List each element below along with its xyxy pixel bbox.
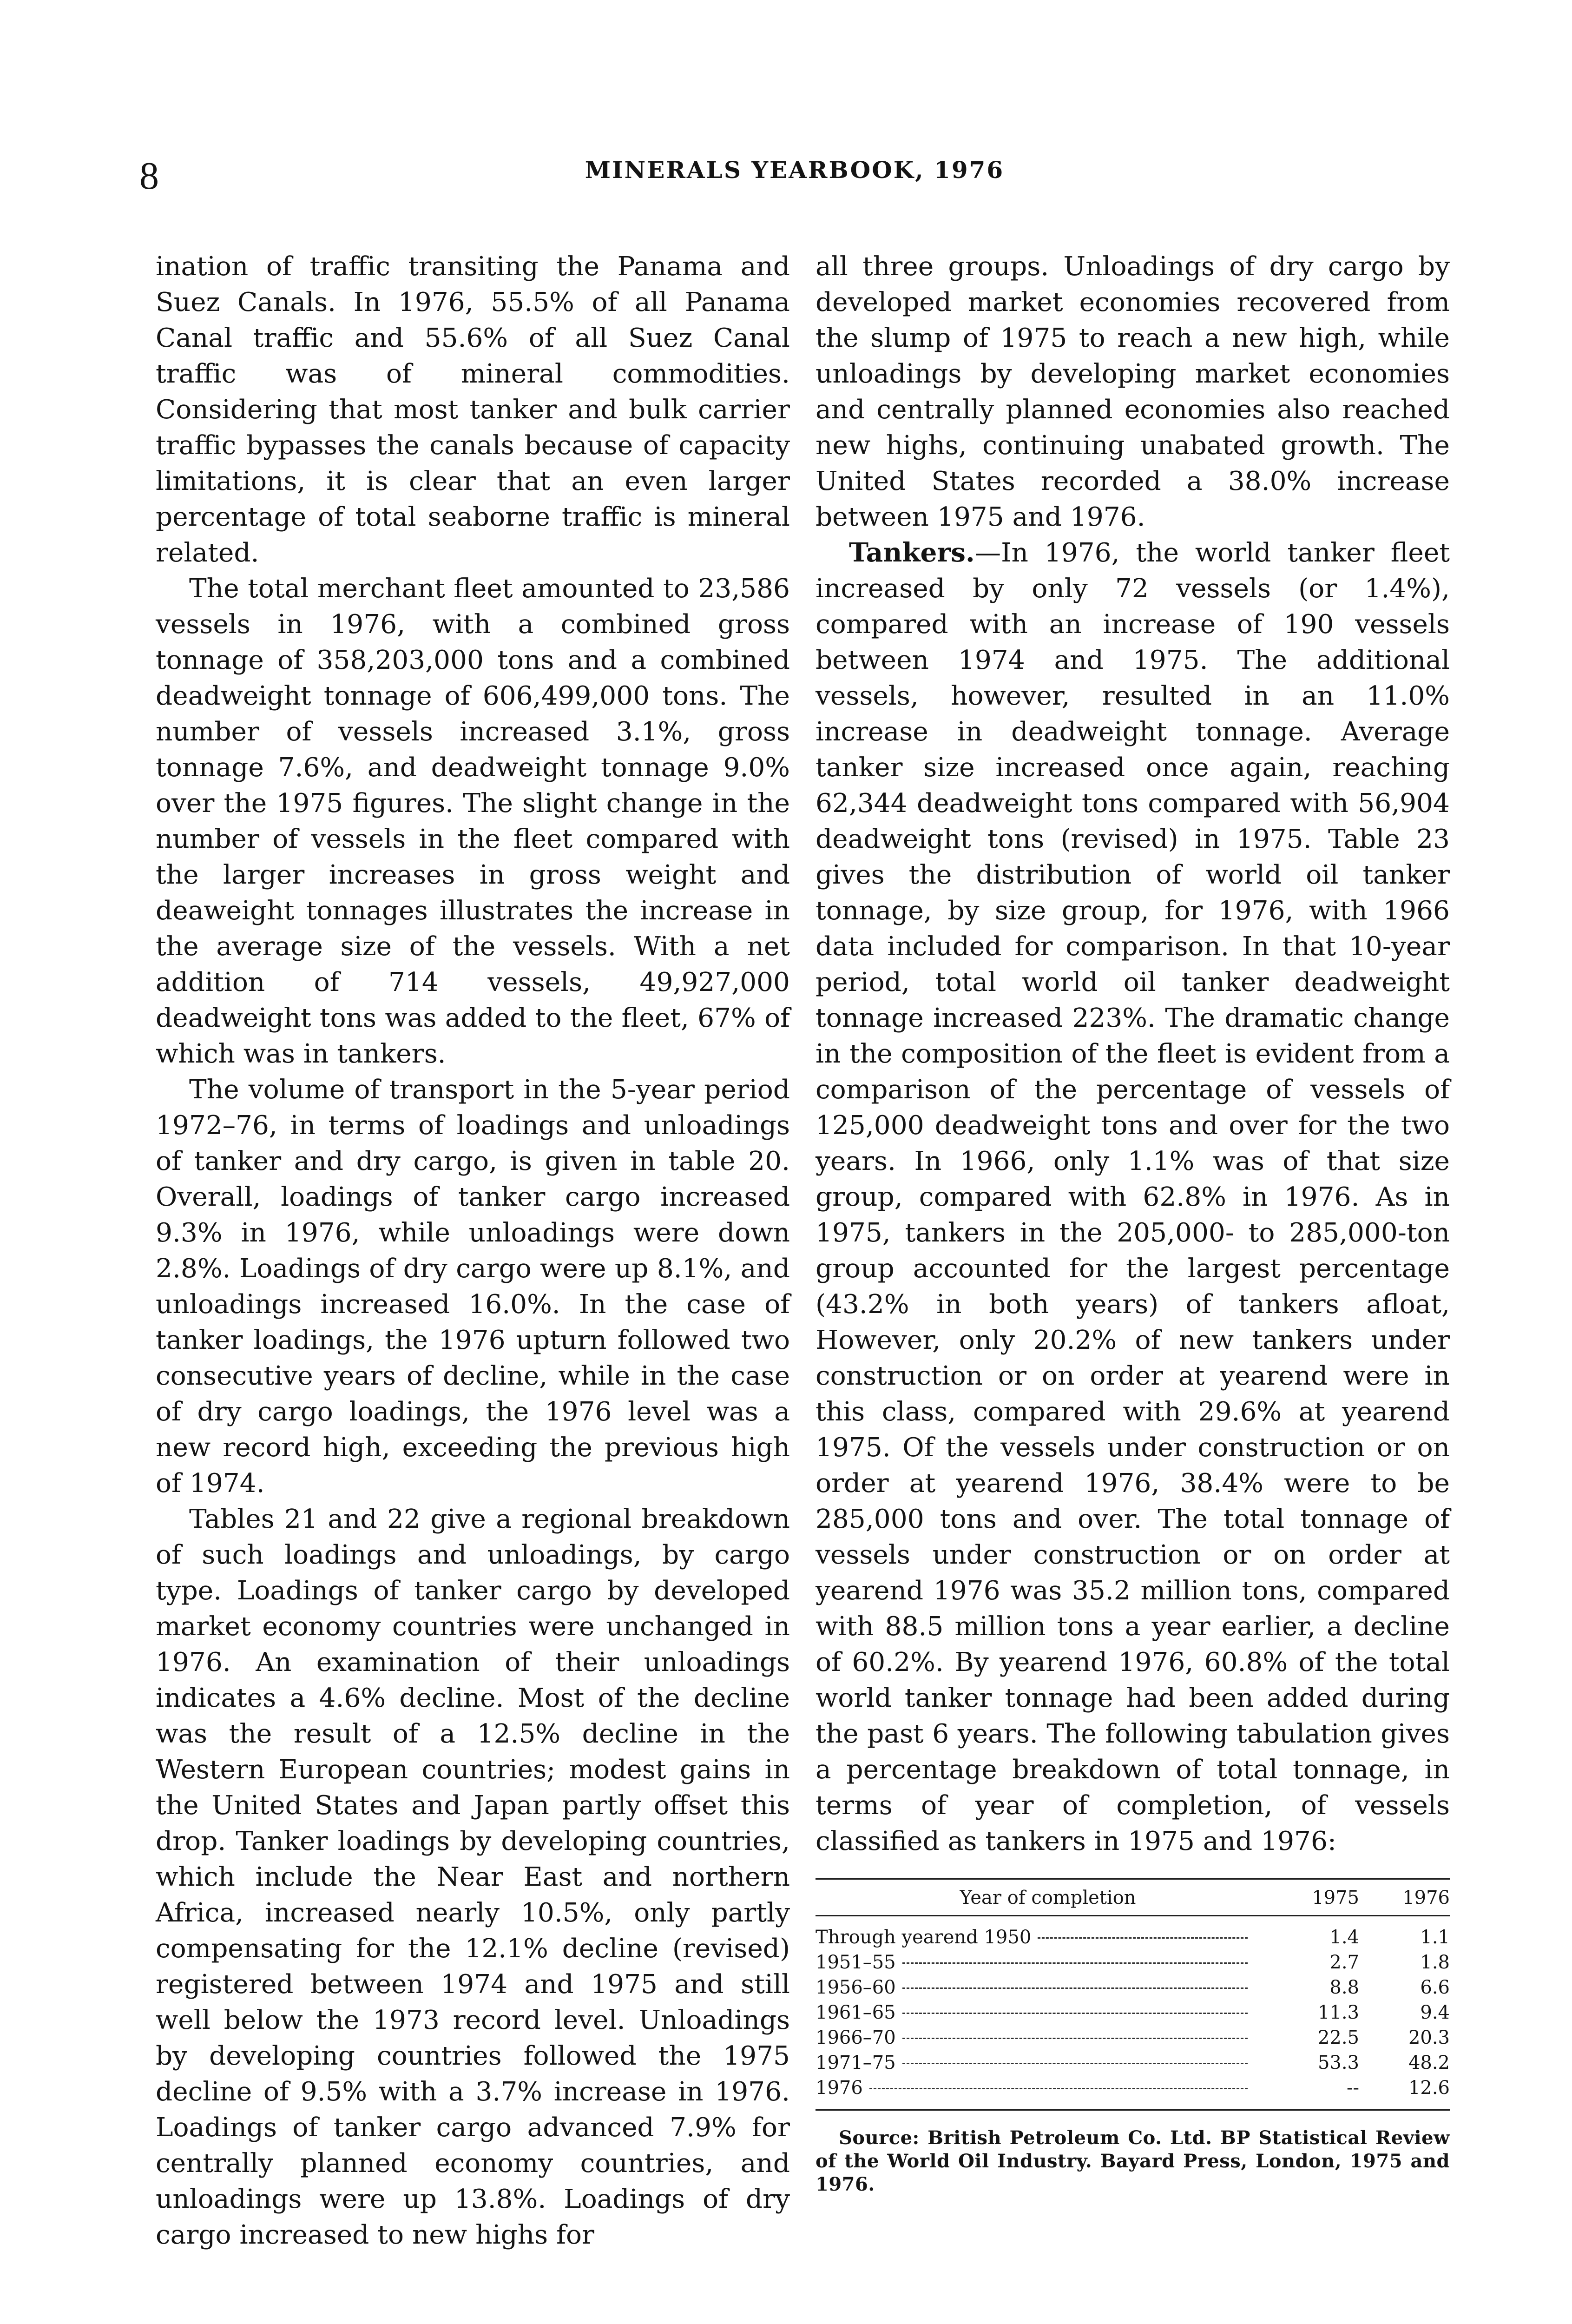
paragraph-dry-cargo-continued: all three groups. Unloadings of dry cargo by developed market economies recovered from the slump of 1975 to reach a new high, while unloadings by developing market economies and centrally planned economies also reached new highs, continuing unabated growth. The United States recorded a 38.0% increase between 1975 and 1976. [816,251,1450,532]
dot-leader [902,2013,1248,2014]
header-year-of-completion: Year of completion [960,1887,1136,1908]
value-1975: 22.5 [1317,2027,1359,2048]
value-1975: -- [1346,2077,1359,2099]
tankers-heading: Tankers. [849,537,975,568]
table-row [816,1916,1450,1950]
value-1976: 48.2 [1408,2052,1450,2073]
year-of-completion-label: 1966–70 [816,2027,896,2048]
value-1976: 9.4 [1420,2002,1450,2023]
table-row [816,2050,1450,2075]
right-column [816,249,1450,2196]
running-title: MINERALS YEARBOOK, 1976 [585,156,1005,184]
year-of-completion-label: 1956–60 [816,1977,896,1998]
value-1975: 11.3 [1317,2002,1359,2023]
paragraph-regional-breakdown: Tables 21 and 22 give a regional breakdown of such loadings and unloadings, by cargo type. Loadings of tanker cargo by developed market economy countries were unchanged in 1976. An examination of their unloadings indicates a 4.6% decline. Most of the decline was the result of a 12.5% decline in the Western European countries; modest gains in the United States and Japan partly offset this drop. Tanker loadings by developing countries, which include the Near East and northern Africa, increased nearly 10.5%, only partly compensating for the 12.1% decline (revised) registered between 1974 and 1975 and still well below the 1973 record level. Unloadings by developing countries followed the 1975 decline of 9.5% with a 3.7% increase in 1976. Loadings of tanker cargo advanced 7.9% for centrally planned economy countries, and unloadings were up 13.8%. Loadings of dry cargo increased to new highs for [156,1504,790,2250]
row-label-cell [816,1916,1280,1950]
paragraph-transport-volume: The volume of transport in the 5-year period 1972–76, in terms of loadings and unloadings of tanker and dry cargo, is given in table 20. Overall, loadings of tanker cargo increased 9.3% in 1976, while unloadings were down 2.8%. Loadings of dry cargo were up 8.1%, and unloadings increased 16.0%. In the case of tanker loadings, the 1976 upturn followed two consecutive years of decline, while in the case of dry cargo loadings, the 1976 level was a new record high, exceeding the previous high of 1974. [156,1075,790,1499]
row-label-cell [816,1975,1280,2000]
table-header-row [816,1879,1450,1916]
row-label-cell [816,2025,1280,2050]
value-1976: 1.8 [1420,1952,1450,1973]
value-1976: 20.3 [1408,2027,1450,2048]
row-label-cell [816,2075,1280,2110]
paragraph-merchant-fleet: The total merchant fleet amounted to 23,586 vessels in 1976, with a combined gross tonnage of 358,203,000 tons and a combined deadweight tonnage of 606,499,000 tons. The number of vessels increased 3.1%, gross tonnage 7.6%, and deadweight tonnage 9.0% over the 1975 figures. The slight change in the number of vessels in the fleet compared with the larger increases in gross weight and deaweight tonnages illustrates the increase in the average size of the vessels. With a net addition of 714 vessels, 49,927,000 deadweight tons was added to the fleet, 67% of which was in tankers. [156,574,790,1069]
table-body [816,1916,1450,2110]
year-of-completion-table [816,1878,1450,2111]
page-number: 8 [139,154,159,198]
dot-leader [869,2088,1248,2089]
year-of-completion-label: 1976 [816,2077,863,2099]
completion-table-block [816,1878,1450,2196]
paragraph-tankers [816,535,1450,1859]
value-1976: 1.1 [1420,1927,1450,1948]
table-source-note: Source: British Petroleum Co. Ltd. BP Statistical Review of the World Oil Industry. Bayard Press, London, 1975 and 1976. [816,2127,1450,2195]
year-of-completion-label: 1951–55 [816,1952,896,1973]
dot-leader [902,2063,1248,2064]
year-of-completion-label: 1971–75 [816,2052,896,2073]
value-1976: 6.6 [1420,1977,1450,1998]
value-1975: 8.8 [1329,1977,1359,1998]
table-row [816,2000,1450,2025]
dot-leader [902,1987,1248,1989]
year-of-completion-label: 1961–65 [816,2002,896,2023]
table-row [816,1950,1450,1975]
tankers-body: —In 1976, the world tanker fleet increased by only 72 vessels (or 1.4%), compared with an increase of 190 vessels between 1974 and 1975. The additional vessels, however, resulted in an 11.0% increase in deadweight tonnage. Average tanker size increased once again, reaching 62,344 deadweight tons compared with 56,904 deadweight tons (revised) in 1975. Table 23 gives the distribution of world oil tanker tonnage, by size group, for 1976, with 1966 data included for comparison. In that 10-year period, total world oil tanker deadweight tonnage increased 223%. The dramatic change in the composition of the fleet is evident from a comparison of the percentage of vessels of 125,000 deadweight tons and over for the two years. In 1966, only 1.1% was of that size group, compared with 62.8% in 1976. As in 1975, tankers in the 205,000- to 285,000-ton group accounted for the largest percentage (43.2% in both years) of tankers afloat, However, only 20.2% of new tankers under construction or on order at yearend were in this class, compared with 29.6% at yearend 1975. Of the vessels under construction or on order at yearend 1976, 38.4% were to be 285,000 tons and over. The total tonnage of vessels under construction or on order at yearend 1976 was 35.2 million tons, compared with 88.5 million tons a year earlier, a decline of 60.2%. By yearend 1976, 60.8% of the total world tanker tonnage had been added during the past 6 years. The following tabulation gives a percentage breakdown of total tonnage, in terms of year of completion, of vessels classified as tankers in 1975 and 1976: [816,538,1450,1856]
table-row [816,1975,1450,2000]
year-of-completion-label: Through yearend 1950 [816,1927,1032,1948]
dot-leader [1038,1937,1248,1939]
value-1975: 1.4 [1329,1927,1359,1948]
row-label-cell [816,2050,1280,2075]
paragraph-canal-traffic: ination of traffic transiting the Panama and Suez Canals. In 1976, 55.5% of all Panama Canal traffic and 55.6% of all Suez Canal traffic was of mineral commodities. Considering that most tanker and bulk carrier traffic bypasses the canals because of capacity limitations, it is clear that an even larger percentage of total seaborne traffic is mineral related. [156,251,790,568]
row-label-cell [816,1950,1280,1975]
header-1975: 1975 [1312,1887,1359,1908]
header-1976: 1976 [1402,1887,1450,1908]
table-row [816,2025,1450,2050]
left-column [156,249,790,2253]
table-row [816,2075,1450,2110]
value-1976: 12.6 [1408,2077,1450,2099]
running-header [139,149,1450,200]
row-label-cell [816,2000,1280,2025]
value-1975: 2.7 [1329,1952,1359,1973]
dot-leader [902,2038,1248,2039]
dot-leader [902,1962,1248,1964]
value-1975: 53.3 [1317,2052,1359,2073]
